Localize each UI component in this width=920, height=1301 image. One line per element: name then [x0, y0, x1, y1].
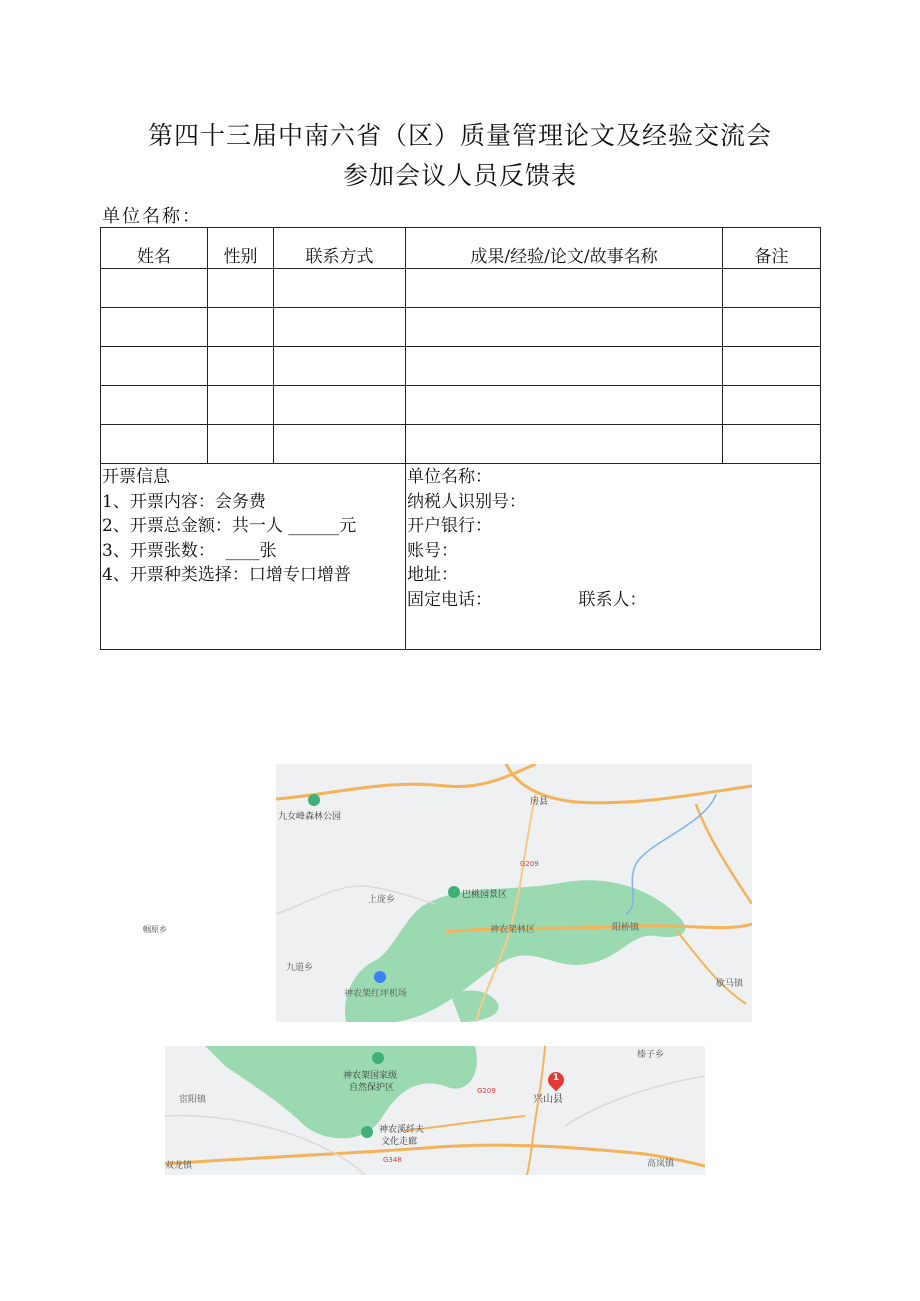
- table-cell[interactable]: [723, 308, 821, 347]
- taxpayer-id-line: 纳税人识别号：: [407, 491, 526, 512]
- header-remarks: 备注: [723, 228, 821, 269]
- header-achievement: 成果/经验/论文/故事名称: [406, 228, 723, 269]
- road: [565, 1076, 705, 1126]
- map-label: 自然保护区: [349, 1083, 395, 1093]
- document-title: 第四十三届中南六省（区）质量管理论文及经验交流会: [147, 121, 772, 150]
- map-label: 高岚镇: [647, 1159, 675, 1169]
- road: [276, 886, 436, 914]
- table-cell[interactable]: [274, 269, 406, 308]
- invoice-type-line: 4、开票种类选择：口增专口增普: [102, 565, 351, 585]
- account-line: 账号：: [407, 540, 458, 561]
- table-cell[interactable]: [208, 308, 274, 347]
- map2-graphics: [165, 1046, 705, 1175]
- invoice-info-cell: [101, 464, 406, 650]
- park-poi-icon: [372, 1052, 384, 1064]
- scenic-poi-icon: [448, 886, 460, 898]
- table-cell[interactable]: [208, 386, 274, 425]
- map-image-2: [165, 1046, 705, 1175]
- map-image-1: [276, 764, 752, 1022]
- park-area: [345, 880, 685, 1022]
- table-row: [101, 347, 821, 386]
- header-contact: 联系方式: [274, 228, 406, 269]
- road-label: G209: [520, 860, 539, 868]
- company-info-cell: [406, 464, 821, 650]
- table-cell[interactable]: [723, 386, 821, 425]
- table-cell[interactable]: [406, 347, 723, 386]
- map-label: 房县: [530, 797, 549, 807]
- marker-number: 1: [552, 1073, 560, 1083]
- document-subtitle: 参加会议人员反馈表: [342, 161, 577, 190]
- table-cell[interactable]: [101, 386, 208, 425]
- table-cell[interactable]: [723, 425, 821, 464]
- map-label: 榛子乡: [637, 1050, 665, 1060]
- map-label: 神农溪纤夫: [379, 1125, 425, 1135]
- table-cell[interactable]: [723, 269, 821, 308]
- table-cell[interactable]: [406, 425, 723, 464]
- table-cell[interactable]: [274, 425, 406, 464]
- map-label: 神农架国家级: [343, 1071, 398, 1081]
- table-header-row: [101, 228, 821, 269]
- airport-icon: [374, 971, 386, 983]
- road: [165, 1145, 705, 1166]
- table-cell[interactable]: [723, 347, 821, 386]
- invoice-content-line: 1、开票内容：会务费: [102, 491, 266, 512]
- park-area: [205, 1046, 477, 1138]
- table-cell[interactable]: [208, 347, 274, 386]
- map-label: 神农架红坪机场: [344, 989, 408, 999]
- table-cell[interactable]: [406, 386, 723, 425]
- table-row: [101, 425, 821, 464]
- table-cell[interactable]: [274, 308, 406, 347]
- table-cell[interactable]: [208, 269, 274, 308]
- scenic-poi-icon: [361, 1126, 373, 1138]
- invoice-info-heading: 开票信息: [102, 467, 170, 487]
- map-label: 九道乡: [286, 963, 314, 973]
- map1-graphics: [276, 764, 752, 1022]
- map-label: 歇马镇: [716, 979, 744, 989]
- header-gender: 性别: [208, 228, 274, 269]
- billing-row: [101, 464, 821, 650]
- road-label: G348: [383, 1156, 402, 1164]
- header-name: 姓名: [101, 228, 208, 269]
- table-cell[interactable]: [274, 347, 406, 386]
- table-cell[interactable]: [101, 347, 208, 386]
- map-label: 宦阳镇: [179, 1095, 207, 1105]
- unit-name-label: 单位名称：: [102, 206, 202, 227]
- table-cell[interactable]: [406, 269, 723, 308]
- table-cell[interactable]: [101, 308, 208, 347]
- road: [676, 930, 746, 1004]
- map-label: 神农架林区: [490, 925, 536, 935]
- invoice-amount-line: 2、开票总金额：共一人 ______元: [102, 516, 357, 536]
- map-label: 阳桥镇: [612, 923, 640, 933]
- phone-contact-line: 固定电话： 联系人：: [407, 589, 647, 610]
- park-area: [451, 990, 498, 1022]
- table-cell[interactable]: [101, 269, 208, 308]
- map-label: 双龙镇: [165, 1161, 193, 1171]
- road-label: G209: [477, 1087, 496, 1095]
- invoice-count-line: 3、开票张数： ____张: [102, 540, 277, 561]
- road: [696, 804, 752, 904]
- table-cell[interactable]: [208, 425, 274, 464]
- feedback-table: [100, 227, 821, 650]
- address-line: 地址：: [407, 565, 458, 585]
- map-label: 上庞乡: [368, 895, 396, 905]
- map-label: 巴桃园景区: [462, 890, 508, 900]
- company-name-line: 单位名称：: [407, 467, 492, 487]
- road: [527, 1046, 545, 1175]
- map-label: 文化走廊: [381, 1137, 418, 1147]
- map-label: 兴山县: [533, 1094, 563, 1105]
- table-cell[interactable]: [101, 425, 208, 464]
- bank-line: 开户银行：: [407, 516, 492, 536]
- table-row: [101, 269, 821, 308]
- table-cell[interactable]: [406, 308, 723, 347]
- park-poi-icon: [308, 794, 320, 806]
- table-row: [101, 386, 821, 425]
- map-label: 九女峰森林公园: [278, 812, 342, 822]
- side-place-label: 帼原乡: [143, 925, 167, 934]
- table-row: [101, 308, 821, 347]
- table-cell[interactable]: [274, 386, 406, 425]
